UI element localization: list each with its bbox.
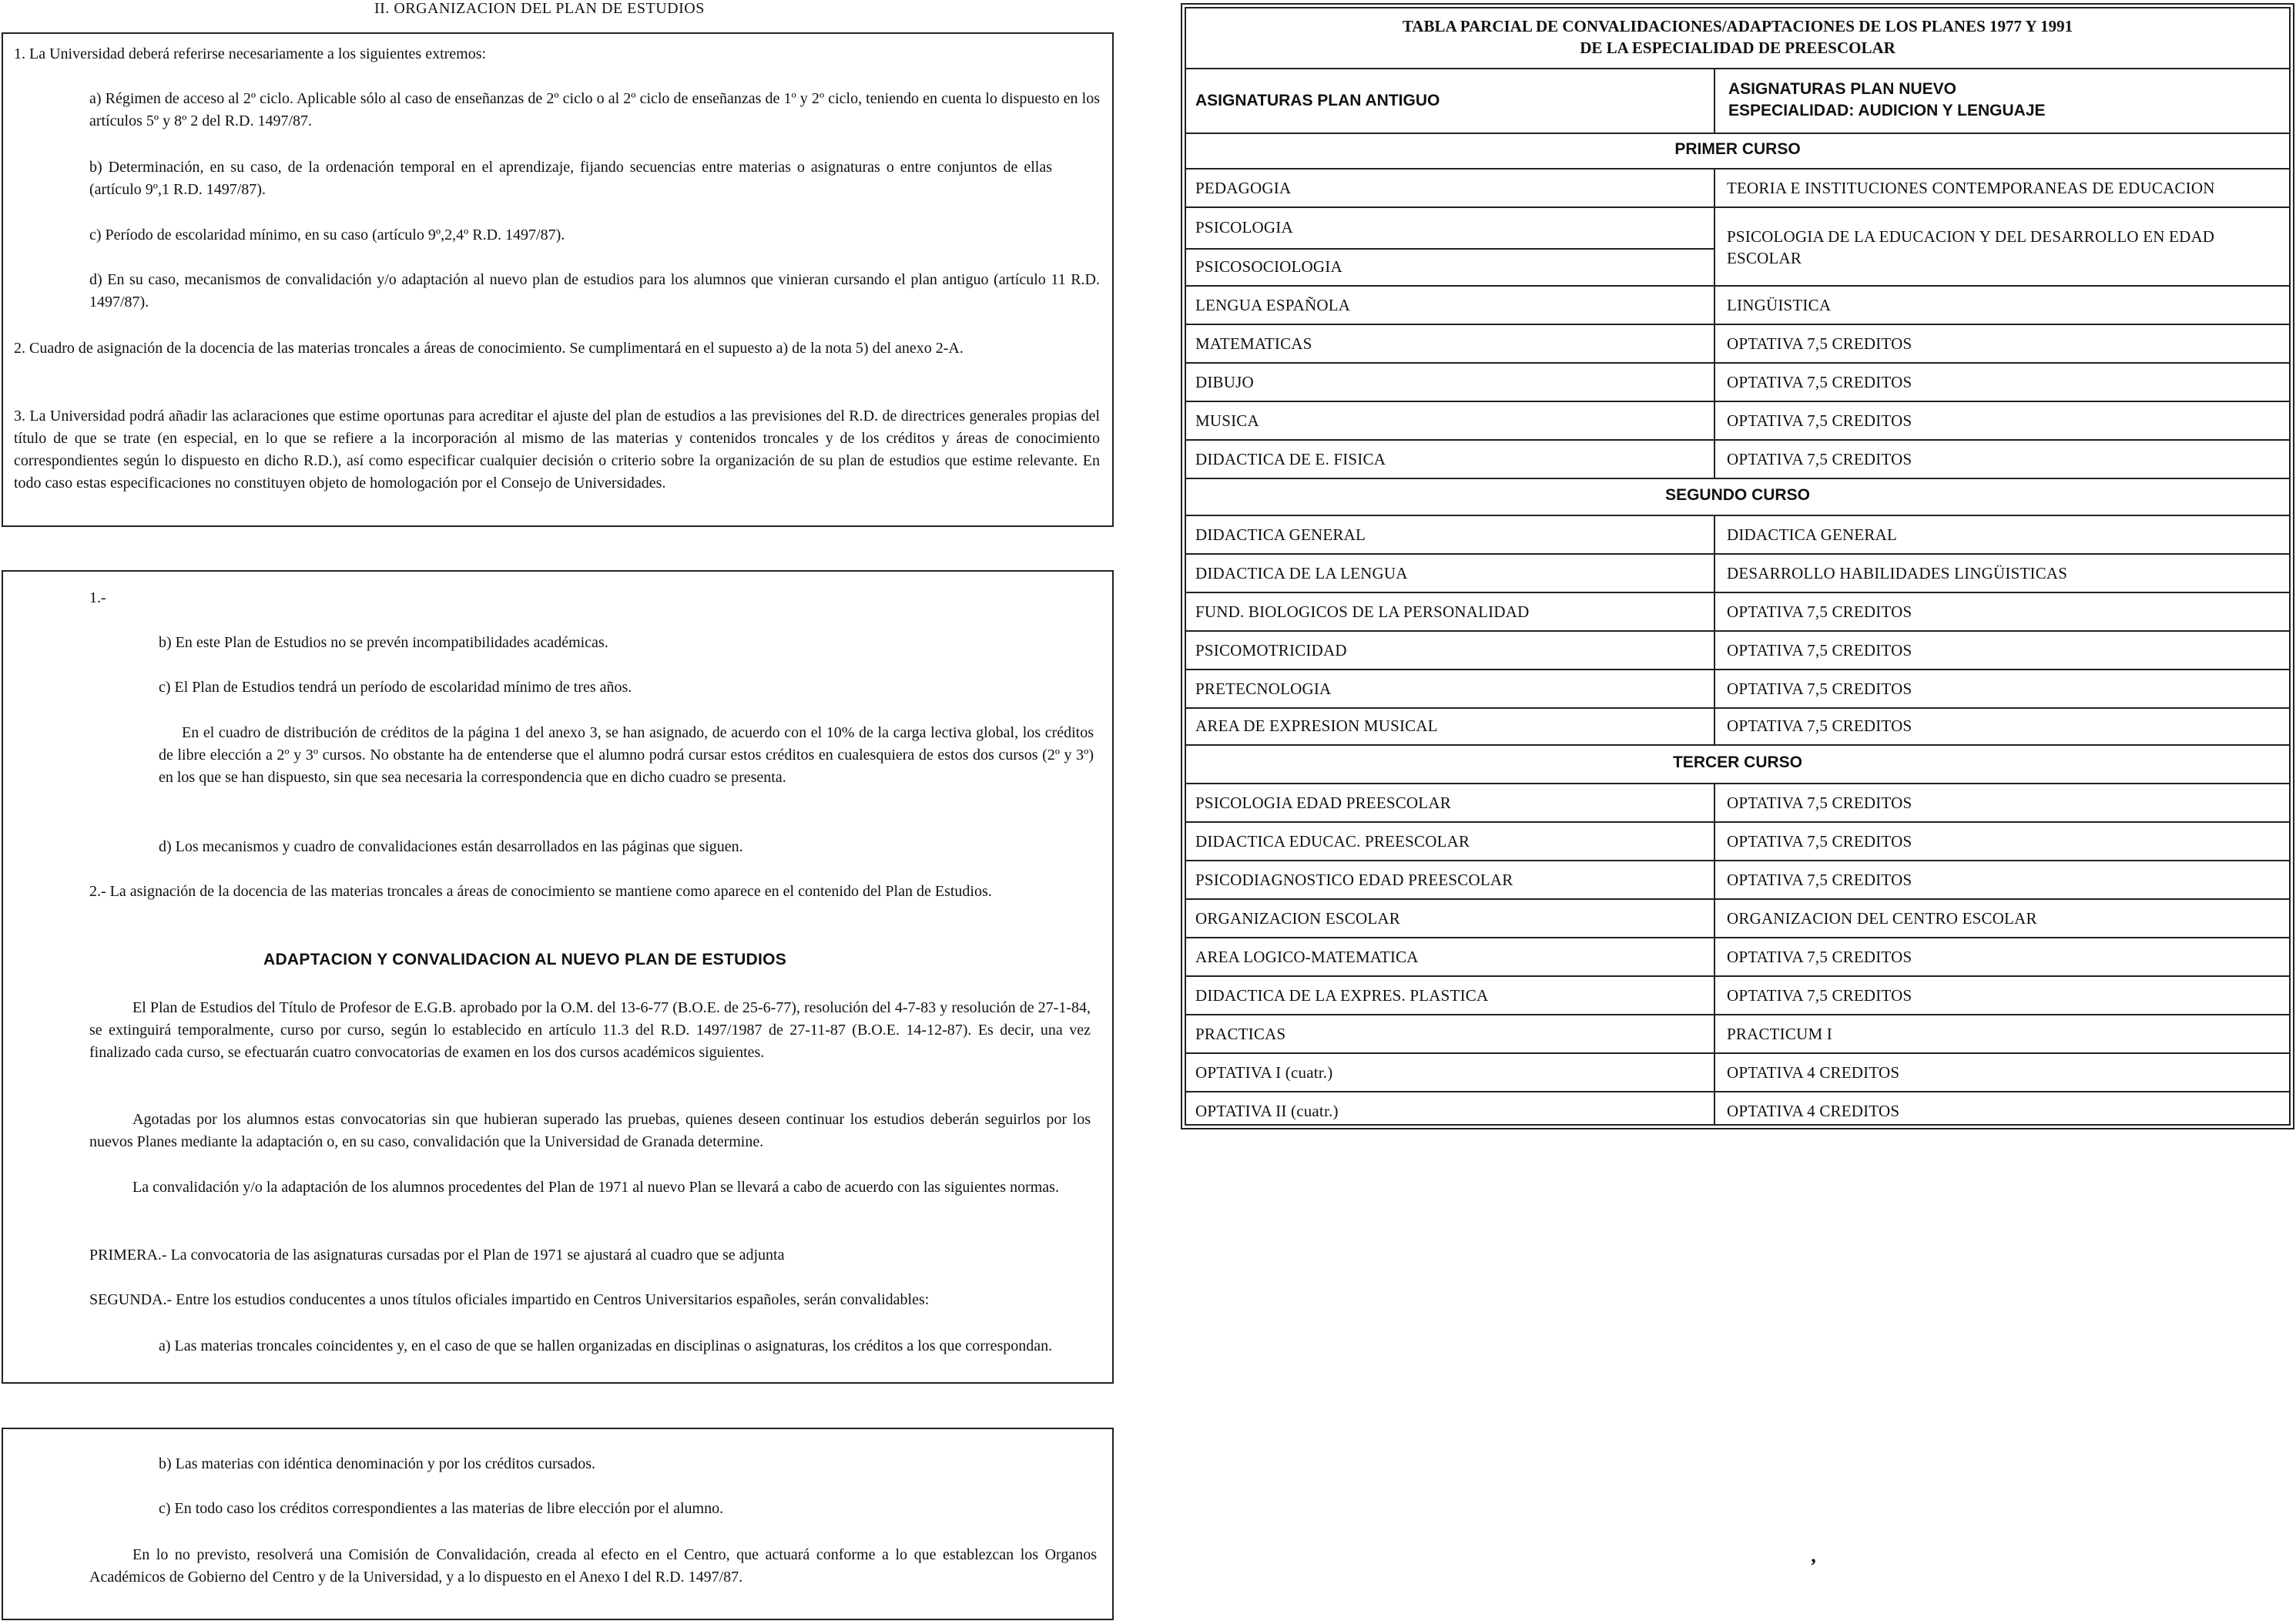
table-rule xyxy=(1185,285,2291,287)
table-cell-new: OPTATIVA 7,5 CREDITOS xyxy=(1727,832,1912,851)
table-rule xyxy=(1185,478,2291,479)
table-cell-new: OPTATIVA 7,5 CREDITOS xyxy=(1727,334,1912,353)
table-title xyxy=(1185,15,2291,59)
commission-paragraph: En lo no previsto, resolverá una Comisión de Convalidación, creada al efecto en el Centro, que actuará conforme a lo que establezcan los Organos Académicos de Gobierno del Centro y de la Universidad, y a lo dispuesto en el Anexo I del R.D. 1497/87. xyxy=(89,1546,1097,1586)
table-cell-new: OPTATIVA 7,5 CREDITOS xyxy=(1727,411,1912,430)
header-new-plan xyxy=(1728,79,2046,122)
table-cell-old: PSICOMOTRICIDAD xyxy=(1195,641,1347,659)
table-cell-new: OPTATIVA 7,5 CREDITOS xyxy=(1727,450,1912,468)
table-rule xyxy=(1185,1014,2291,1015)
table-rule xyxy=(1185,439,2291,441)
rule-segunda-a: a) Las materias troncales coincidentes y, en el caso de que se hallen organizadas en disciplinas o asignaturas, los créditos a los que correspondan. xyxy=(159,1337,1053,1354)
table-cell-new: PSICOLOGIA DE LA EDUCACION Y DEL DESARROLLO EN EDAD ESCOLAR xyxy=(1727,227,2215,267)
table-rule xyxy=(1185,1052,2291,1054)
table-title-line-2: DE LA ESPECIALIDAD DE PREESCOLAR xyxy=(1580,39,1895,57)
table-rule xyxy=(1185,860,2291,861)
table-cell-new: PRACTICUM I xyxy=(1727,1025,1832,1043)
table-cell-old: FUND. BIOLOGICOS DE LA PERSONALIDAD xyxy=(1195,602,1530,621)
table-cell-new: OPTATIVA 7,5 CREDITOS xyxy=(1727,717,1912,735)
section-tercer-curso: TERCER CURSO xyxy=(1672,753,1802,771)
table-rule xyxy=(1185,937,2291,938)
rule-primera: PRIMERA.- La convocatoria de las asignaturas cursadas por el Plan de 1971 se ajustará al cuadro que se adjunta xyxy=(89,1247,785,1264)
table-cell-old: LENGUA ESPAÑOLA xyxy=(1195,296,1351,314)
table-cell-old: PSICOSOCIOLOGIA xyxy=(1195,257,1342,276)
table-cell-new: LINGÜISTICA xyxy=(1727,296,1832,314)
table-cell-old: DIDACTICA DE E. FISICA xyxy=(1195,450,1386,468)
instruction-3: 3. La Universidad podrá añadir las aclaraciones que estime oportunas para acreditar el ajuste del plan de estudios a las previsiones del R.D. de directrices generales propias del título de que se trate (en especial, en lo que se refiere a la incorporación al mismo de las materias y contenidos troncales y de los créditos y áreas de conocimiento correspondientes según lo dispuesto en dicho R.D.), así como especificar cualquier decisión o criterio sobre la organización de su plan de estudios que estime relevante. En todo caso estas especificaciones no constituyen objeto de homologación por el Consejo de Universidades. xyxy=(14,408,1100,492)
adaptation-heading: ADAPTACION Y CONVALIDACION AL NUEVO PLAN DE ESTUDIOS xyxy=(263,951,787,968)
table-rule xyxy=(1185,133,2291,134)
table-cell-old: MUSICA xyxy=(1195,411,1259,430)
table-cell-old: DIDACTICA DE LA LENGUA xyxy=(1195,564,1408,582)
rule-segunda-b: b) Las materias con idéntica denominación y por los créditos cursados. xyxy=(159,1455,596,1472)
rule-segunda-c: c) En todo caso los créditos correspondientes a las materias de libre elección por el alumno. xyxy=(159,1500,724,1517)
table-cell-new: OPTATIVA 7,5 CREDITOS xyxy=(1727,602,1912,621)
page-title: II. ORGANIZACION DEL PLAN DE ESTUDIOS xyxy=(374,0,705,17)
instruction-1: 1. La Universidad deberá referirse necesariamente a los siguientes extremos: xyxy=(14,45,487,62)
table-rule xyxy=(1185,592,2291,593)
table-rule xyxy=(1185,324,2291,325)
header-new-plan-line-1: ASIGNATURAS PLAN NUEVO xyxy=(1728,80,1956,98)
table-cell-new: OPTATIVA 4 CREDITOS xyxy=(1727,1102,1900,1120)
note-1b: b) En este Plan de Estudios no se prevén incompatibilidades académicas. xyxy=(159,634,608,651)
table-rule xyxy=(1185,975,2291,977)
table-title-line-1: TABLA PARCIAL DE CONVALIDACIONES/ADAPTACIONES DE LOS PLANES 1977 Y 1991 xyxy=(1402,17,2073,35)
table-cell-old: PSICOLOGIA EDAD PREESCOLAR xyxy=(1195,794,1451,812)
table-cell-old: DIBUJO xyxy=(1195,373,1254,391)
section-segundo-curso: SEGUNDO CURSO xyxy=(1665,486,1810,504)
table-cell-new: OPTATIVA 7,5 CREDITOS xyxy=(1727,794,1912,812)
table-cell-old: PRACTICAS xyxy=(1195,1025,1286,1043)
table-cell-old: PRETECNOLOGIA xyxy=(1195,680,1332,698)
table-cell-old: DIDACTICA GENERAL xyxy=(1195,525,1366,544)
table-column-divider xyxy=(1714,68,1715,133)
note-2: 2.- La asignación de la docencia de las materias troncales a áreas de conocimiento se mantiene como aparece en el contenido del Plan de Estudios. xyxy=(89,883,992,900)
instruction-1c: c) Período de escolaridad mínimo, en su caso (artículo 9º,2,4º R.D. 1497/87). xyxy=(89,227,565,243)
table-rule xyxy=(1185,821,2291,823)
table-cell-old: PEDAGOGIA xyxy=(1195,179,1292,197)
table-cell-new: OPTATIVA 4 CREDITOS xyxy=(1727,1063,1900,1082)
note-1c: c) El Plan de Estudios tendrá un período de escolaridad mínimo de tres años. xyxy=(159,679,632,696)
table-cell-new: OPTATIVA 7,5 CREDITOS xyxy=(1727,680,1912,698)
table-rule xyxy=(1185,68,2291,69)
instruction-1b: b) Determinación, en su caso, de la ordenación temporal en el aprendizaje, fijando secuencias entre materias o asignaturas o entre conjuntos de ellas (artículo 9º,1 R.D. 1497/87). xyxy=(89,159,1052,198)
table-cell-new: TEORIA E INSTITUCIONES CONTEMPORANEAS DE EDUCACION xyxy=(1727,179,2215,197)
table-cell-new: ORGANIZACION DEL CENTRO ESCOLAR xyxy=(1727,909,2037,928)
table-cell-old: DIDACTICA EDUCAC. PREESCOLAR xyxy=(1195,832,1470,851)
table-column-divider xyxy=(1714,783,1715,1126)
table-cell-old: OPTATIVA I (cuatr.) xyxy=(1195,1063,1333,1082)
table-rule xyxy=(1185,515,2291,516)
header-new-plan-line-2: ESPECIALIDAD: AUDICION Y LENGUAJE xyxy=(1728,102,2046,119)
table-cell-old: ORGANIZACION ESCOLAR xyxy=(1195,909,1400,928)
table-cell-old: MATEMATICAS xyxy=(1195,334,1312,353)
adaptation-paragraph-2: Agotadas por los alumnos estas convocatorias sin que hubieran superado las pruebas, quienes deseen continuar los estudios deberán seguirlos por los nuevos Planes mediante la adaptación o, en su caso, convalidación que la Universidad de Granada determine. xyxy=(89,1111,1091,1150)
table-cell-old: DIDACTICA DE LA EXPRES. PLASTICA xyxy=(1195,986,1489,1005)
table-rule xyxy=(1185,248,1714,250)
table-cell-old: AREA LOGICO-MATEMATICA xyxy=(1195,948,1419,966)
table-rule xyxy=(1185,898,2291,900)
instruction-1a: a) Régimen de acceso al 2º ciclo. Aplicable sólo al caso de enseñanzas de 2º ciclo o al 2º ciclo de enseñanzas de 1º y 2º ciclo, teniendo en cuenta lo dispuesto en los artículos 5º y 8º 2 del R.D. 1497/87. xyxy=(89,90,1100,129)
table-rule xyxy=(1185,744,2291,746)
table-rule xyxy=(1185,553,2291,555)
stray-mark: ’ xyxy=(1810,1555,1817,1577)
table-cell-new: OPTATIVA 7,5 CREDITOS xyxy=(1727,948,1912,966)
table-rule xyxy=(1185,630,2291,632)
table-cell-new: DESARROLLO HABILIDADES LINGÜISTICAS xyxy=(1727,564,2068,582)
header-old-plan: ASIGNATURAS PLAN ANTIGUO xyxy=(1195,92,1440,109)
table-cell-old: PSICOLOGIA xyxy=(1195,218,1293,237)
table-cell-old: AREA DE EXPRESION MUSICAL xyxy=(1195,717,1438,735)
table-rule xyxy=(1185,783,2291,784)
table-column-divider xyxy=(1714,168,1715,478)
instruction-2: 2. Cuadro de asignación de la docencia de las materias troncales a áreas de conocimiento. Se cumplimentará en el supuesto a) de la nota 5) del anexo 2-A. xyxy=(14,340,964,357)
section-primer-curso: PRIMER CURSO xyxy=(1674,140,1801,158)
rule-segunda: SEGUNDA.- Entre los estudios conducentes a unos títulos oficiales impartido en Centros Universitarios españoles, serán convalidables: xyxy=(89,1291,930,1308)
table-rule xyxy=(1185,669,2291,670)
table-column-divider xyxy=(1714,515,1715,744)
adaptation-paragraph-3: La convalidación y/o la adaptación de los alumnos procedentes del Plan de 1971 al nuevo Plan se llevará a cabo de acuerdo con las siguientes normas. xyxy=(132,1179,1059,1196)
table-cell-new: OPTATIVA 7,5 CREDITOS xyxy=(1727,373,1912,391)
table-cell-new: OPTATIVA 7,5 CREDITOS xyxy=(1727,641,1912,659)
table-rule xyxy=(1185,168,2291,169)
table-cell-old: PSICODIAGNOSTICO EDAD PREESCOLAR xyxy=(1195,871,1513,889)
adaptation-paragraph-1: El Plan de Estudios del Título de Profesor de E.G.B. aprobado por la O.M. del 13-6-77 (B.O.E. de 25-6-77), resolución del 4-7-83 y resolución de 27-1-84, se extinguirá temporalmente, curso por curso, según lo establecido en artículo 11.3 del R.D. 1497/1987 de 27-11-87 (B.O.E. 14-12-87). Es decir, una vez finalizado cada curso, se efectuarán cuatro convocatorias de examen en los dos cursos académicos siguientes. xyxy=(89,999,1091,1061)
note-1c-detail: En el cuadro de distribución de créditos de la página 1 del anexo 3, se han asignado, de acuerdo con el 10% de la carga lectiva global, los créditos de libre elección a 2º y 3º cursos. No obstante ha de entenderse que el alumno podrá cursar estos créditos en cualesquiera de estos dos cursos (2º y 3º) en los que se han dispuesto, sin que sea necesaria la correspondencia que en dicho cuadro se presenta. xyxy=(159,724,1094,786)
table-rule xyxy=(1185,362,2291,364)
note-1d: d) Los mecanismos y cuadro de convalidaciones están desarrollados en las páginas que siguen. xyxy=(159,838,743,855)
table-rule xyxy=(1185,206,2291,208)
table-rule xyxy=(1185,401,2291,402)
table-rule xyxy=(1185,1091,2291,1092)
table-cell-new: DIDACTICA GENERAL xyxy=(1727,525,1897,544)
table-cell-old: OPTATIVA II (cuatr.) xyxy=(1195,1102,1339,1120)
note-1-number: 1.- xyxy=(89,589,106,606)
table-rule xyxy=(1185,707,2291,709)
instruction-1d: d) En su caso, mecanismos de convalidación y/o adaptación al nuevo plan de estudios para los alumnos que vinieran cursando el plan antiguo (artículo 11 R.D. 1497/87). xyxy=(89,271,1100,310)
table-cell-new: OPTATIVA 7,5 CREDITOS xyxy=(1727,986,1912,1005)
table-cell-new: OPTATIVA 7,5 CREDITOS xyxy=(1727,871,1912,889)
